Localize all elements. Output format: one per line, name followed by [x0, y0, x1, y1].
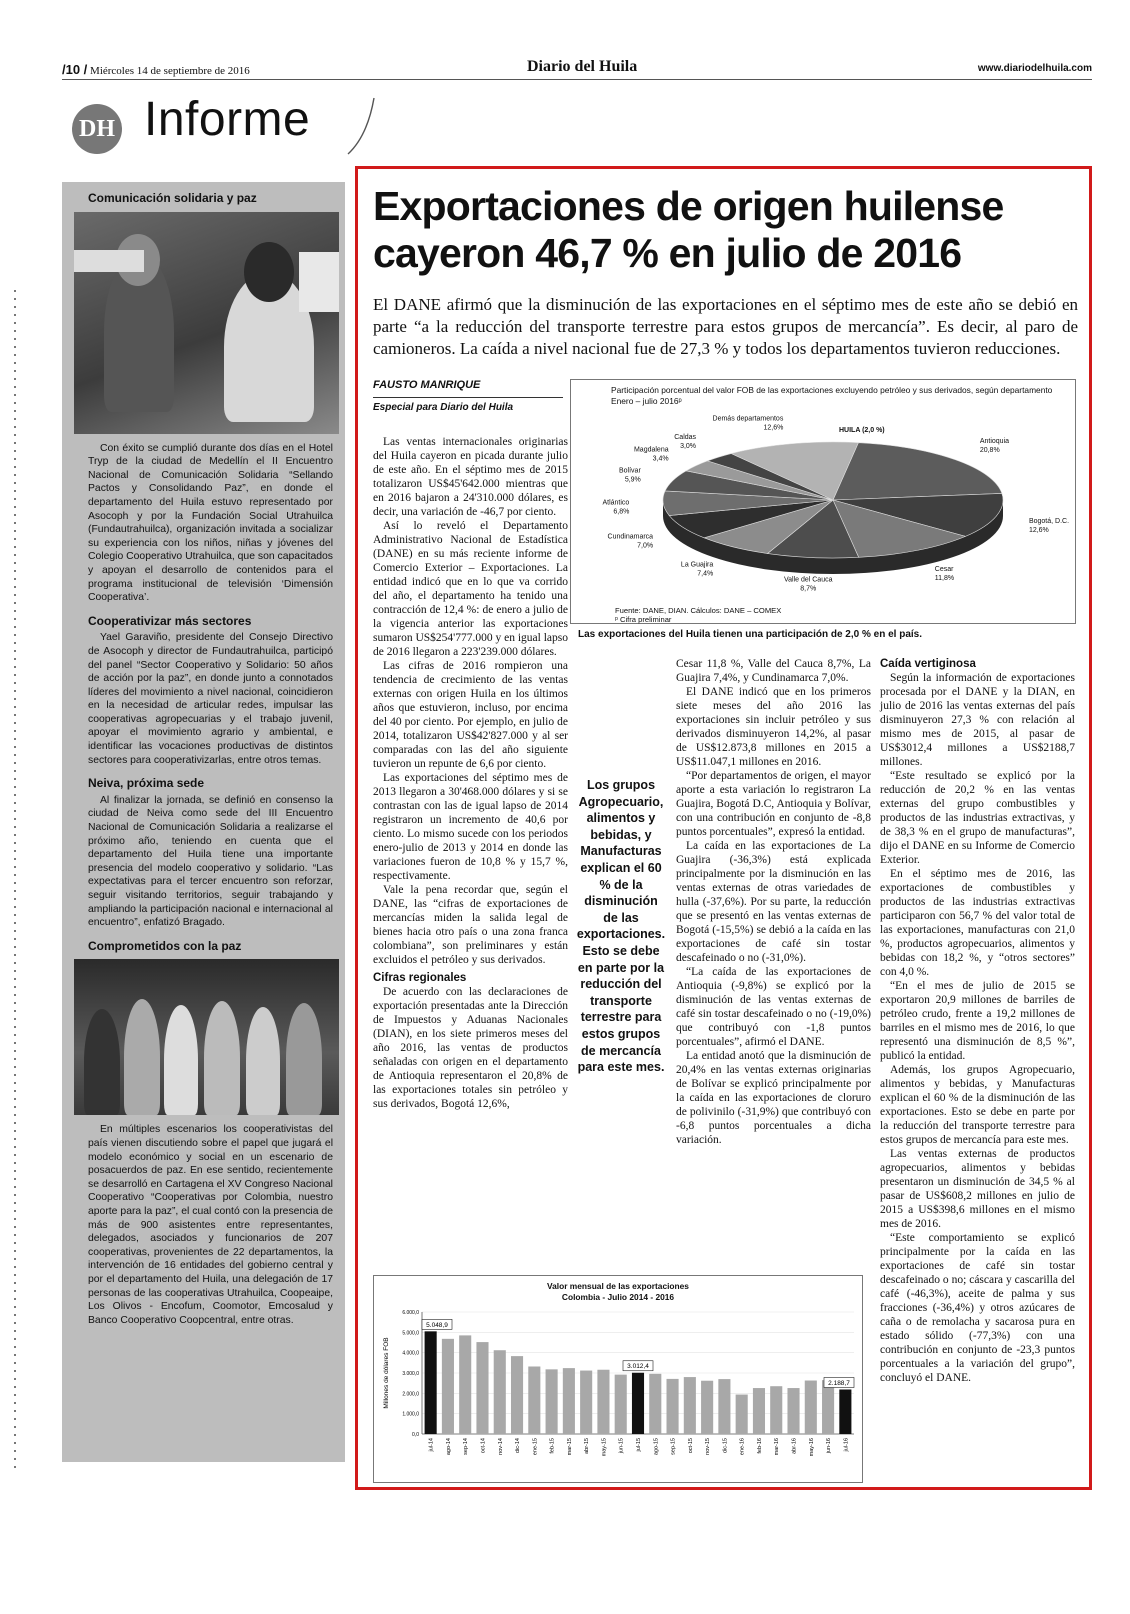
pie-slice-value: 8,7%: [800, 585, 817, 593]
lede: El DANE afirmó que la disminución de las exportaciones en el séptimo mes de este año se debió en parte “a la reducción del transporte terrestre para estos grupos de mercancía”. Es decir, al paro de camioneros. La caída a nivel nacional fue de 27,3 % y todos los departamentos tuvieron reducciones.: [373, 295, 1078, 358]
bar-y-tick: 2.000,0: [402, 1391, 419, 1398]
bar-y-tick: 3.000,0: [402, 1371, 419, 1377]
bar: [805, 1381, 817, 1434]
running-header: [62, 60, 1092, 80]
pie-chart-source: Fuente: DANE, DIAN. Cálculos: DANE – COMEX ᵖ Cifra preliminar: [615, 606, 782, 624]
main-article: [355, 166, 1092, 1490]
sidebar-heading-4: Comprometidos con la paz: [88, 938, 242, 953]
bar: [528, 1366, 540, 1434]
bar-x-tick: jul-15: [636, 1438, 642, 1452]
paragraph: Además, los grupos Agropecuario, alimentos y bebidas, y Manufacturas explican el 60 % de la disminución de las exportaciones. Esto se debe en parte por la reducción del transporte terrestre para estos grupos de mercancía para este mes.: [880, 1064, 1075, 1146]
bar-chart-box: [373, 1275, 863, 1483]
bar: [718, 1379, 730, 1434]
bar: [459, 1335, 471, 1434]
pie-slice-label: Magdalena: [633, 446, 669, 454]
paragraph: Las exportaciones del séptimo mes de 2013 llegaron a 30'468.000 dólares y si se contrastan con las de igual lapso de 2014 registraron un incremento de 40,6 por ciento. Lo mismo sucede con los periodos enero-julio de 2013 y 2014 en donde las variaciones fueron de 10,8 % y 15,7 %, respectivamente.: [373, 772, 568, 882]
bar-y-tick: 6.000,0: [402, 1310, 419, 1316]
bar: [684, 1377, 696, 1434]
bar-x-tick: mar-15: [566, 1438, 573, 1456]
author-affiliation: Especial para Diario del Huila: [373, 402, 514, 413]
masthead: Diario del Huila: [527, 58, 638, 75]
bar: [511, 1356, 523, 1434]
bar: [736, 1395, 748, 1434]
issue-date: Miércoles 14 de septiembre de 2016: [90, 65, 250, 77]
sidebar-heading-3: Neiva, próxima sede: [88, 776, 205, 791]
pie-chart-box: [570, 379, 1076, 624]
column-1: [373, 435, 568, 1111]
bar-y-tick: 0,0: [412, 1432, 419, 1438]
photo-group: [74, 959, 339, 1115]
pie-slice-value: 12,6%: [763, 424, 784, 432]
section-slash-decoration: [346, 96, 376, 156]
pie-slice-value: 3,4%: [652, 455, 669, 463]
bar: [701, 1381, 713, 1434]
bar: [649, 1374, 661, 1434]
pie-slice-label: Demás departamentos: [712, 415, 784, 423]
bar-x-tick: feb-16: [756, 1438, 763, 1454]
paragraph: Vale la pena recordar que, según el DANE, las “cifras de exportaciones de mercancías miden la salida legal de bienes hacia otro país o una zona franca colombiana”, son preliminares y están excluidos el petróleo y sus derivados.: [373, 884, 568, 966]
bar-y-axis-label: Millones de dólares FOB: [383, 1337, 390, 1409]
bar-x-tick: ene-15: [532, 1438, 539, 1456]
pie-huila-label: HUILA (2,0 %): [839, 427, 885, 434]
paragraph: La entidad anotó que la disminución de 20,4% en las ventas externas originarias de Bolívar se explicó principalmente por la caída en las exportaciones de cloruro de polivinilo (-31,9%) que contribuyó con -6,8 puntos porcentuales a dicha variación.: [676, 1050, 871, 1146]
paragraph: “Este comportamiento se explicó principalmente por la caída en las exportaciones de café sin tostar descafeinado o no; cáscara y cascarilla del café (-46,3%), aceite de palma y sus fracciones (-36,4%) y otros azúcares de caña o de remolacha y sacarosa pura en estado sólido (-77,3%) con una contribución en conjunto de -23,3 puntos porcentuales a la variación del grupo”, concluyó el DANE.: [880, 1232, 1075, 1384]
sidebar: [62, 182, 345, 1462]
bar-x-tick: jun-15: [618, 1438, 625, 1454]
bar-x-tick: sep-14: [463, 1438, 470, 1455]
bar-x-tick: abr-16: [791, 1438, 798, 1454]
bar-y-tick: 1.000,0: [402, 1411, 419, 1418]
bar-x-tick: ene-16: [739, 1438, 746, 1456]
sidebar-text-3: Al finalizar la jornada, se definió en consenso la ciudad de Neiva como sede del III Encuentro Nacional de Comunicación Solidaria a realizarse el próximo año, teniendo en cuenta que el departamento del Huila tiene una importante presencia del modelo cooperativo y solidario. “Las expectativas para el tercer encuentro son reforzar, seguir visitando territorios, seguir trabajando y ampliando la participación nacional e internacional al encuentro”, enfatizó Bragado.: [88, 794, 333, 929]
bar-x-tick: mar-16: [774, 1438, 781, 1456]
bar: [822, 1380, 834, 1434]
bar: [442, 1339, 454, 1434]
bar-x-tick: abr-15: [584, 1438, 591, 1454]
bar: [615, 1375, 627, 1434]
section-title: Informe: [144, 93, 311, 146]
paragraph: En el séptimo mes de 2016, las exportaciones de combustibles y productos de las industrias extractivas participaron con 56,7 % del valor total de las exportaciones, manufacturas con 21,0 %, productos agropecuarios, alimentos y bebidas con 18,2 %, y “otros sectores” con 4,0 %.: [880, 868, 1075, 978]
pie-slice-value: 7,0%: [637, 542, 654, 550]
pull-quote: Los grupos Agropecuario, alimentos y bebidas, y Manufacturas explican el 60 % de la disminución de las exportaciones. Esto se debe en parte por la reducción del transporte terrestre para estos grupos de mercancía para este mes.: [576, 778, 666, 1075]
column-4: [880, 657, 1075, 1385]
bar-x-tick: dic-14: [515, 1438, 522, 1453]
bar-x-tick: oct-14: [480, 1438, 487, 1454]
bar: [546, 1369, 558, 1434]
pie-slice: [833, 443, 1002, 500]
bar-x-tick: feb-15: [549, 1438, 556, 1454]
bar: [787, 1388, 799, 1434]
sidebar-text-1: Con éxito se cumplió durante dos días en el Hotel Tryp de la ciudad de Medellín el II Encuentro Nacional de Comunicación Solidaria “Sellando Pactos y Consolidando Paz”, en donde el departamento del Huila estuvo representado por Asocoph y por la Fundación Social Utrahuilca (Fundautrahuilca), organización invitada a socializar su experiencia con los niños, niñas y jóvenes del Colegio Cooperativo Utrahuilca, que son capacitados y apoyan el desarrollo de contenidos para el programa institucional de televisión ‘Dimensión Cooperativa’.: [88, 442, 333, 604]
bar: [839, 1389, 851, 1434]
bar-x-tick: dic-15: [722, 1438, 729, 1453]
pie-chart-title: Participación porcentual del valor FOB de las exportaciones excluyendo petróleo y sus derivados, según departamento Enero – julio 2016ᵖ: [611, 385, 1053, 406]
headline: Exportaciones de origen huilense cayeron 46,7 % en julio de 2016: [373, 183, 1004, 276]
dh-logo: DH: [72, 104, 122, 154]
paragraph: De acuerdo con las declaraciones de exportación presentadas ante la Dirección de Impuestos y Aduanas Nacionales (DIAN), en los siete primeros meses del año 2016, las ventas de productos señaladas con origen en el departamento de Antioquia representaron el 20,8% de las exportaciones totales sin petróleo y sus derivados, Bogotá 12,6%,: [373, 986, 568, 1110]
byline: [373, 379, 563, 413]
bar: [667, 1379, 679, 1434]
pie-chart-caption: Las exportaciones del Huila tienen una participación de 2,0 % en el país.: [578, 629, 922, 640]
subheading-caida: Caída vertiginosa: [880, 658, 976, 670]
column-3: [676, 657, 871, 1147]
pie-chart: [571, 380, 1077, 625]
bar-x-tick: may-16: [808, 1438, 815, 1457]
pie-slice-value: 12,6%: [1028, 526, 1049, 534]
pie-slice-value: 5,9%: [624, 476, 641, 484]
pie-slice-label: Caldas: [674, 434, 697, 442]
bar-y-tick: 5.000,0: [402, 1330, 419, 1337]
bar: [425, 1331, 437, 1434]
bar-data-label: 5.048,9: [426, 1321, 448, 1329]
paragraph: Las cifras de 2016 rompieron una tendencia de crecimiento de las ventas externas con origen Huila en los últimos años que estuvieron, incluso, por encima del 40 por ciento. Por ejemplo, en julio de 2014, totalizaron US$42'827.000 y al ser comparadas con las del año siguiente tuvieron un repunte de 6,6 por ciento.: [373, 660, 568, 770]
pie-slice-value: 20,8%: [979, 447, 1000, 455]
pie-slice-value: 6,8%: [613, 508, 630, 516]
bar-x-tick: jul-14: [428, 1438, 435, 1452]
author-name: FAUSTO MANRIQUE: [373, 379, 481, 391]
photo-panelists: [74, 212, 339, 434]
pie-slice-value: 7,4%: [697, 570, 714, 578]
paragraph: Las ventas internacionales originarias del Huila cayeron en picada durante julio de este año. En el séptimo mes de 2015 totalizaron US$45'642.000 mientras que en 2016 bajaron a 24'310.000 dólares, es decir, una variación de -46,7 por ciento.: [373, 436, 568, 518]
pie-slice-label: Valle del Cauca: [783, 576, 833, 584]
pie-slice-label: Bogotá, D.C.: [1028, 517, 1070, 525]
bar-x-tick: nov-14: [497, 1438, 504, 1455]
bar-x-tick: sep-15: [670, 1438, 677, 1455]
sidebar-text-2: Yael Garaviño, presidente del Consejo Directivo de Asocoph y director de Fundautrahuilca, participó del panel “Sector Cooperativo y Solidario: 50 años de acción por la paz”, en donde junto a connotados líderes del movimiento a nivel nacional, coincidieron en la necesidad de articular redes, impulsar las cooperativas agropecuarias y el trabajo juvenil, apoyar el movimiento agrario y ambiental, e identificar las vocaciones productivas de distintos sectores para cooperativizarlas, entre otros temas.: [88, 632, 333, 766]
paragraph: Cesar 11,8 %, Valle del Cauca 8,7%, La Guajira 7,4%, y Cundinamarca 7,0%.: [676, 658, 871, 684]
paragraph: “La caída de las exportaciones de Antioquia (-9,8%) se explicó por la disminución de las ventas externas de café sin tostar descafeinado o no (-19,0%) que contribuyó con -1,8 puntos porcentuales”, afirmó el DANE.: [676, 966, 871, 1048]
bar: [580, 1371, 592, 1434]
bar: [597, 1370, 609, 1434]
sidebar-heading-1: Comunicación solidaria y paz: [88, 191, 257, 205]
paragraph: “Por departamentos de origen, el mayor aporte a esta variación lo registraron La Guajira, Bogotá D.C, Antioquia y Bolívar, con una contribución en conjunto de -8,8 puntos porcentuales”, expresó la entidad.: [676, 770, 871, 838]
subheading-cifras: Cifras regionales: [373, 972, 467, 984]
bar: [494, 1350, 506, 1434]
bar: [632, 1373, 644, 1434]
paragraph: Según la información de exportaciones procesada por el DANE y la DIAN, en julio de 2016 las ventas externas del país disminuyeron 27,3 % con relación al mismo mes de 2015, al pasar de US$3012,4 millones a US$2188,7 millones.: [880, 672, 1075, 768]
pie-slice-value: 3,0%: [680, 443, 697, 451]
bar: [563, 1368, 575, 1434]
bar-chart: [374, 1276, 864, 1484]
pie-slice-label: Antioquia: [979, 438, 1010, 446]
bar-x-tick: ago-15: [653, 1438, 660, 1456]
bar-chart-title: Valor mensual de las exportaciones Colombia - Julio 2014 - 2016: [547, 1281, 689, 1302]
paragraph: Las ventas externas de productos agropecuarios, alimentos y bebidas presentaron un disminución de 34,5 % al pasar de US$608,2 millones en julio de 2015 a US$398,6 millones en el mismo mes de 2016.: [880, 1148, 1075, 1230]
paragraph: El DANE indicó que en los primeros siete meses del año 2016 las exportaciones sin incluir petróleo y sus derivados disminuyeron 14,2%, al pasar de US$12.873,8 millones en 2015 a US$11.047,1 millones en 2016.: [676, 686, 871, 768]
sidebar-text-4: En múltiples escenarios los cooperativistas del país vienen discutiendo sobre el papel que jugará el modelo económico y social en un escenario de posacuerdos de paz. En ese sentido, recientemente se desarrolló en Cartagena el XV Congreso Nacional Cooperativo “Cooperativas por Colombia, nuestro aporte para la paz”, el cual contó con la presencia de más de 900 asistentes entre representantes, delegados, asociados y funcionarios de 207 cooperativas, provenientes de 22 departamentos, la intervención de 16 entidades del gobierno central y por el departamento del Huila, una delegación de 17 personas de las cooperativas Utrahuilca, Coopeaipe, Los Olivos - Encofum, Coomotor, Emcosalud y Banco Cooperativo Coopcentral, entre otras.: [88, 1124, 333, 1326]
paragraph: “Este resultado se explicó por la reducción de 20,2 % en las ventas externas del grupo combustibles y productos de las industrias extractivas, y de 38,3 % en el grupo de manufacturas”, dijo el DANE en su Informe de Comercio Exterior.: [880, 770, 1075, 866]
bar-x-tick: jun-16: [826, 1438, 833, 1454]
sidebar-heading-2: Cooperativizar más sectores: [88, 613, 252, 628]
bar: [753, 1388, 765, 1434]
bar-data-label: 2.188,7: [828, 1379, 850, 1387]
fold-guide: [14, 290, 16, 1470]
bar: [476, 1342, 488, 1434]
bar-y-tick: 4.000,0: [402, 1350, 419, 1357]
page-number: /10 /: [62, 62, 88, 77]
bar-x-tick: oct-15: [687, 1438, 694, 1454]
pie-slice-label: Atlántico: [602, 499, 630, 507]
bar: [770, 1386, 782, 1434]
pie-slice-value: 11,8%: [934, 575, 955, 583]
site-url[interactable]: www.diariodelhuila.com: [977, 63, 1092, 74]
bar-x-tick: nov-15: [705, 1438, 712, 1455]
bar-data-label: 3.012,4: [627, 1363, 649, 1371]
pie-slice-label: La Guajira: [680, 561, 714, 569]
bar-x-tick: jul-16: [843, 1438, 850, 1452]
pie-slice-label: Bolívar: [618, 467, 641, 475]
pie-slice-label: Cesar: [934, 566, 954, 574]
bar-x-tick: may-15: [601, 1438, 608, 1457]
paragraph: Así lo reveló el Departamento Administrativo Nacional de Estadística (DANE) en su más reciente informe de Comercio Exterior – Exportaciones. La entidad indicó que en lo que va corrido del año, el departamento ha tenido una contracción de 12,4 %: de enero a julio de la vigencia anterior las exportaciones sumaron US$254'777.000 y en igual lapso de 2016 llegaron a 223'239.000 dólares.: [373, 520, 569, 658]
paragraph: “En el mes de julio de 2015 se exportaron 20,9 millones de barriles de petróleo crudo, frente a 19,2 millones de barriles en el mismo mes de 2016, lo que representó una disminución de 8,5 %”, publicó la entidad.: [880, 980, 1075, 1062]
bar-x-tick: ago-14: [445, 1438, 452, 1456]
paragraph: La caída en las exportaciones de La Guajira (-36,3%) está explicada principalmente por la disminución en las ventas externas de otras variedades de hulla (-37,6%). Por su parte, la reducción que se presentó en las ventas externas de Bogotá (-15,5%) se debió a la caída en las exportaciones de café sin tostar descafeinado o no (-31,0%).: [676, 840, 871, 964]
pie-slice-label: Cundinamarca: [607, 533, 654, 541]
page-info: [62, 62, 250, 77]
